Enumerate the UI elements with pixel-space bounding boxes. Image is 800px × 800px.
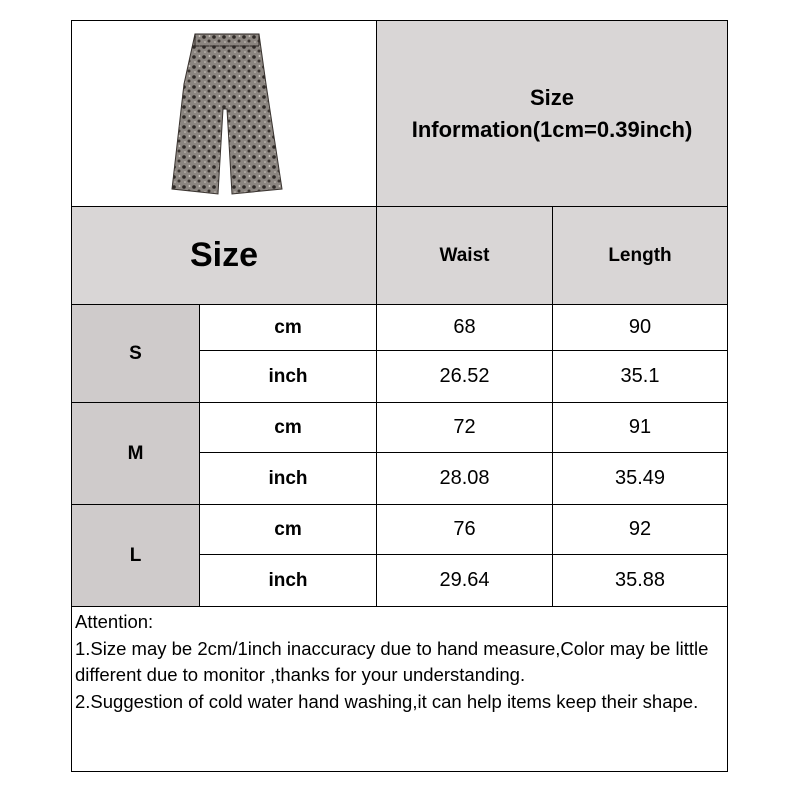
waist-value: 29.64 xyxy=(439,569,490,591)
waist-value: 76 xyxy=(453,518,476,540)
length-column-header: Length xyxy=(608,244,672,266)
divider xyxy=(71,606,728,607)
length-value: 92 xyxy=(628,518,652,540)
length-value: 91 xyxy=(628,416,652,438)
size-label-m: M xyxy=(127,442,144,464)
attention-notes xyxy=(75,609,723,715)
waist-column-header: Waist xyxy=(439,244,490,266)
unit-cell: cm xyxy=(274,416,302,438)
unit-cell: inch xyxy=(268,467,308,489)
title-line-2: Information(1cm=0.39inch) xyxy=(411,116,693,142)
size-label-l: L xyxy=(129,544,142,566)
unit-cell: cm xyxy=(274,316,302,338)
unit-cell: inch xyxy=(268,365,308,387)
length-value: 35.49 xyxy=(614,467,666,489)
waist-value: 26.52 xyxy=(439,365,490,387)
length-value: 35.88 xyxy=(614,569,666,591)
size-column-header: Size xyxy=(189,236,259,274)
attention-note-2: 2.Suggestion of cold water hand washing,it can help items keep their shape. xyxy=(75,690,699,712)
attention-heading: Attention: xyxy=(75,611,154,632)
length-value: 35.1 xyxy=(620,365,660,387)
title-line-1: Size xyxy=(529,84,575,110)
waist-value: 68 xyxy=(453,316,476,338)
unit-cell: cm xyxy=(274,518,302,540)
unit-cell: inch xyxy=(268,569,308,591)
size-label-s: S xyxy=(129,342,142,364)
attention-note-1: 1.Size may be 2cm/1inch inaccuracy due to hand measure,Color may be little different due to monitor ,thanks for your understanding. xyxy=(75,637,709,685)
size-information-title xyxy=(377,21,727,206)
waist-value: 72 xyxy=(453,416,476,438)
length-value: 90 xyxy=(628,316,652,338)
waist-value: 28.08 xyxy=(439,467,490,489)
